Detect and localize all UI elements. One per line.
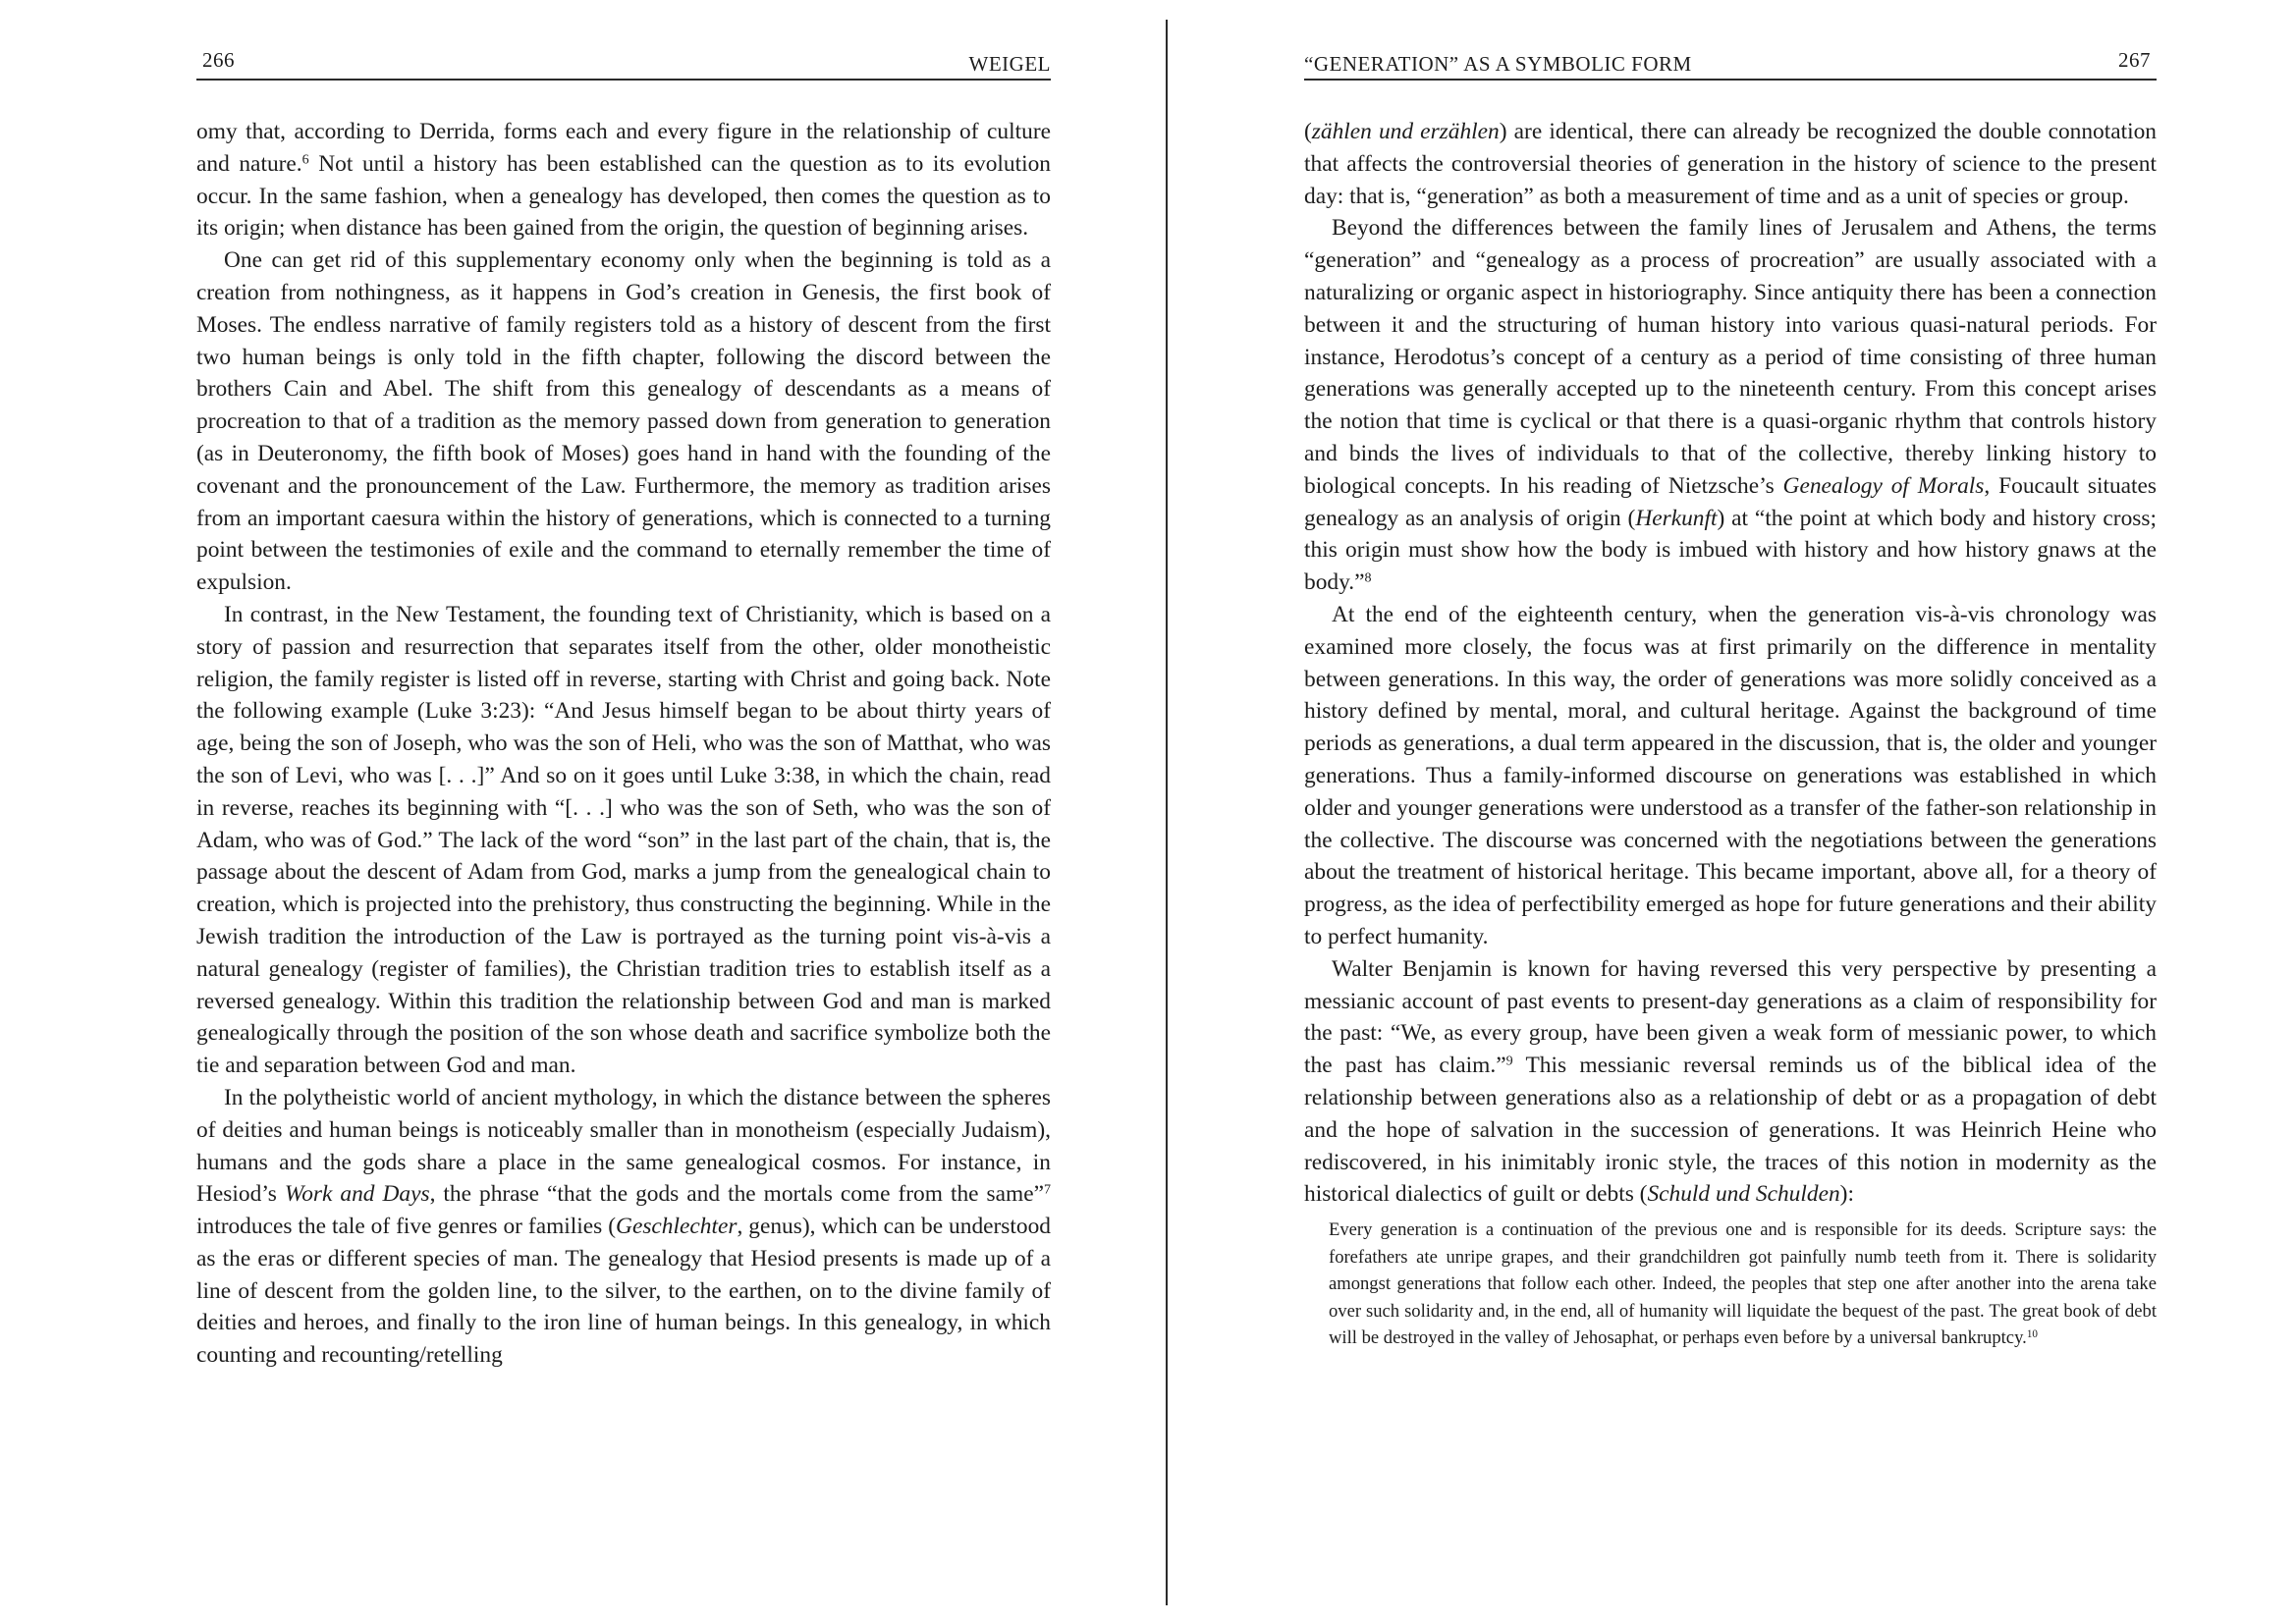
text-run: , the phrase “that the gods and the mortals come from the same” xyxy=(429,1181,1044,1208)
italic-text: Schuld und Schulden xyxy=(1647,1181,1840,1208)
footnote-ref: 8 xyxy=(1364,569,1372,586)
italic-text: zählen und erzählen xyxy=(1311,119,1500,144)
left-body-text xyxy=(196,116,1051,1372)
text-run: omy that, according to Derrida, forms each and every figure in the relationship of culture and nature. xyxy=(196,119,1051,177)
right-body-text xyxy=(1304,116,2157,1352)
right-page xyxy=(1304,0,2157,1623)
running-title-right: “GENERATION” AS A SYMBOLIC FORM xyxy=(1304,52,1692,76)
italic-text: Herkunft xyxy=(1635,505,1718,531)
running-title-left: WEIGEL xyxy=(968,52,1051,76)
paragraph xyxy=(196,116,1051,244)
paragraph xyxy=(1304,599,2157,953)
footnote-ref: 10 xyxy=(2026,1327,2038,1340)
text-run: In contrast, in the New Testament, the founding text of Christianity, which is based on a story of passion and resurrection that separates itself from the other, older monotheistic religion, the family register is listed off in reverse, starting with Christ and going back. Note the following example (Luke 3:23): “And Jesus himself began to be about thirty years of age, being the son of Joseph, who was the son of Heli, who was the son of Matthat, who was the son of Levi, who was [. . .]” And so on it goes until Luke 3:38, in which the chain, read in reverse, reaches its beginning with “[. . .] who was the son of Seth, who was the son of Adam, who was of God.” The lack of the word “son” in the last part of the chain, that is, the passage about the descent of Adam from God, marks a jump from the genealogical chain to creation, which is projected into the prehistory, thus constructing the beginning. While in the Jewish tradition the introduction of the Law is portrayed as the turning point vis-à-vis a natural genealogy (register of families), the Christian tradition tries to establish itself as a reversed genealogy. Within this tradition the relationship between God and man is marked genealogically through the position of the son whose death and sacrifice symbolize both the tie and separation between God and man. xyxy=(196,601,1051,1079)
text-run: Not until a history has been established can the question as to its evolution occur. In the same fashion, when a genealogy has developed, then comes the question as to its origin; when distance has been gained from the origin, the question of beginning arises. xyxy=(196,150,1051,242)
text-run: One can get rid of this supplementary economy only when the beginning is told as a creation from nothingness, as it happens in God’s creation in Genesis, the first book of Moses. The endless narrative of family registers told as a history of descent from the first two human beings is only told in the fifth chapter, following the discord between the brothers Cain and Abel. The shift from this genealogy of descendants as a means of procreation to that of a tradition as the memory passed down from generation to generation (as in Deuteronomy, the fifth book of Moses) goes hand in hand with the founding of the covenant and the pronouncement of the Law. Furthermore, the memory as tradition arises from an important caesura within the history of generations, which is connected to a turning point between the testimonies of exile and the command to eternally remember the time of expulsion. xyxy=(196,247,1051,596)
paragraph xyxy=(1304,116,2157,212)
footnote-ref: 9 xyxy=(1505,1053,1513,1069)
text-run: introduces the tale of five genres or families ( xyxy=(196,1214,617,1240)
page-number-right: 267 xyxy=(2118,48,2151,72)
running-head-left xyxy=(196,39,1051,81)
text-run: , genus), which can be understood as the eras or different species of man. The genealogy that Hesiod presents is made up of a line of descent from the golden line, to the silver, to the earthen, on to the divine family of deities and heroes, and finally to the iron line of human beings. In this genealogy, in which counting and recounting/retelling xyxy=(196,1214,1051,1369)
text-run: Walter Benjamin is known for having reversed this very perspective by presenting a messianic account of past events to present-day generations as a claim of responsibility for the past: “We, as every group, have been given a weak form of messianic power, to which the past has claim.” xyxy=(1304,955,2157,1079)
italic-text: Work and Days xyxy=(284,1181,430,1208)
page-number-left: 266 xyxy=(202,48,235,72)
italic-text: Genealogy of Morals xyxy=(1782,472,1985,499)
gutter-divider xyxy=(1166,20,1168,1605)
text-run: Beyond the differences between the family lines of Jerusalem and Athens, the terms “generation” and “genealogy as a process of procreation” are usually associated with a naturalizing or organic aspect in historiography. Since antiquity there has been a connection between it and the structuring of human history into various quasi-natural periods. For instance, Herodotus’s concept of a century as a period of time consisting of three human generations was generally accepted up to the nineteenth century. From this concept arises the notion that time is cyclical or that there is a quasi-organic rhythm that controls history and binds the lives of individuals to that of the collective, thereby linking history to biological concepts. In his reading of Nietzsche’s xyxy=(1304,215,2157,499)
text-run: ): xyxy=(1839,1181,1854,1208)
footnote-ref: 6 xyxy=(301,151,309,168)
paragraph xyxy=(196,1082,1051,1372)
text-run: At the end of the eighteenth century, when the generation vis-à-vis chronology was examined more closely, the focus was at first primarily on the difference in mentality between generations. In this way, the order of generations was more solidly conceived as a history defined by mental, moral, and cultural heritage. Against the background of time periods as generations, a dual term appeared in the discussion, that is, the older and younger generations. Thus a family-informed discourse on generations was established in which older and younger generations were understood as a transfer of the father-son relationship in the collective. The discourse was concerned with the negotiations between the generations about the treatment of historical heritage. This became important, above all, for a theory of progress, as the idea of perfectibility emerged as hope for future generations and their ability to perfect humanity. xyxy=(1304,601,2157,949)
text-run: Every generation is a continuation of the previous one and is responsible for its deeds. Scripture says: the forefathers ate unripe grapes, and their grandchildren got painfully numb teeth from it. There is solidarity amongst generations that follow each other. Indeed, the peoples that step one after another into the arena take over such solidarity and, in the end, all of humanity will liquidate the bequest of the past. The great book of debt will be destroyed in the valley of Jehosaphat, or perhaps even before by a universal bankruptcy. xyxy=(1329,1219,2157,1349)
running-head-right xyxy=(1304,39,2157,81)
block-quote xyxy=(1329,1217,2157,1352)
paragraph xyxy=(196,599,1051,1082)
text-run: In the polytheistic world of ancient mythology, in which the distance between the spheres of deities and human beings is noticeably smaller than in monotheism (especially Judaism), humans and the gods share a place in the same genealogical cosmos. For instance, in Hesiod’s xyxy=(196,1084,1051,1208)
paragraph xyxy=(1304,953,2157,1211)
left-page xyxy=(196,0,1051,1623)
text-run: ( xyxy=(1304,119,1312,144)
text-run: ) at “the point at which body and history cross; this origin must show how the body is imbued with history and how history gnaws at the body.” xyxy=(1304,505,2157,596)
text-run: ) are identical, there can already be recognized the double connotation that affects the controversial theories of generation in the history of science to the present day: that is, “generation” as both a measurement of time and as a unit of species or group. xyxy=(1304,119,2158,209)
paragraph xyxy=(1304,212,2157,599)
text-run: This messianic reversal reminds us of the biblical idea of the relationship between generations also as a relationship of debt or as a propagation of debt and the hope of salvation in the succession of generations. It was Heinrich Heine who rediscovered, in his inimitably ironic style, the traces of this notion in modernity as the historical dialectics of guilt or debts ( xyxy=(1304,1053,2157,1208)
italic-text: Geschlechter xyxy=(616,1214,738,1240)
paragraph xyxy=(196,244,1051,599)
text-run: , Foucault situates genealogy as an analysis of origin ( xyxy=(1304,472,2157,531)
footnote-ref: 7 xyxy=(1043,1181,1051,1198)
